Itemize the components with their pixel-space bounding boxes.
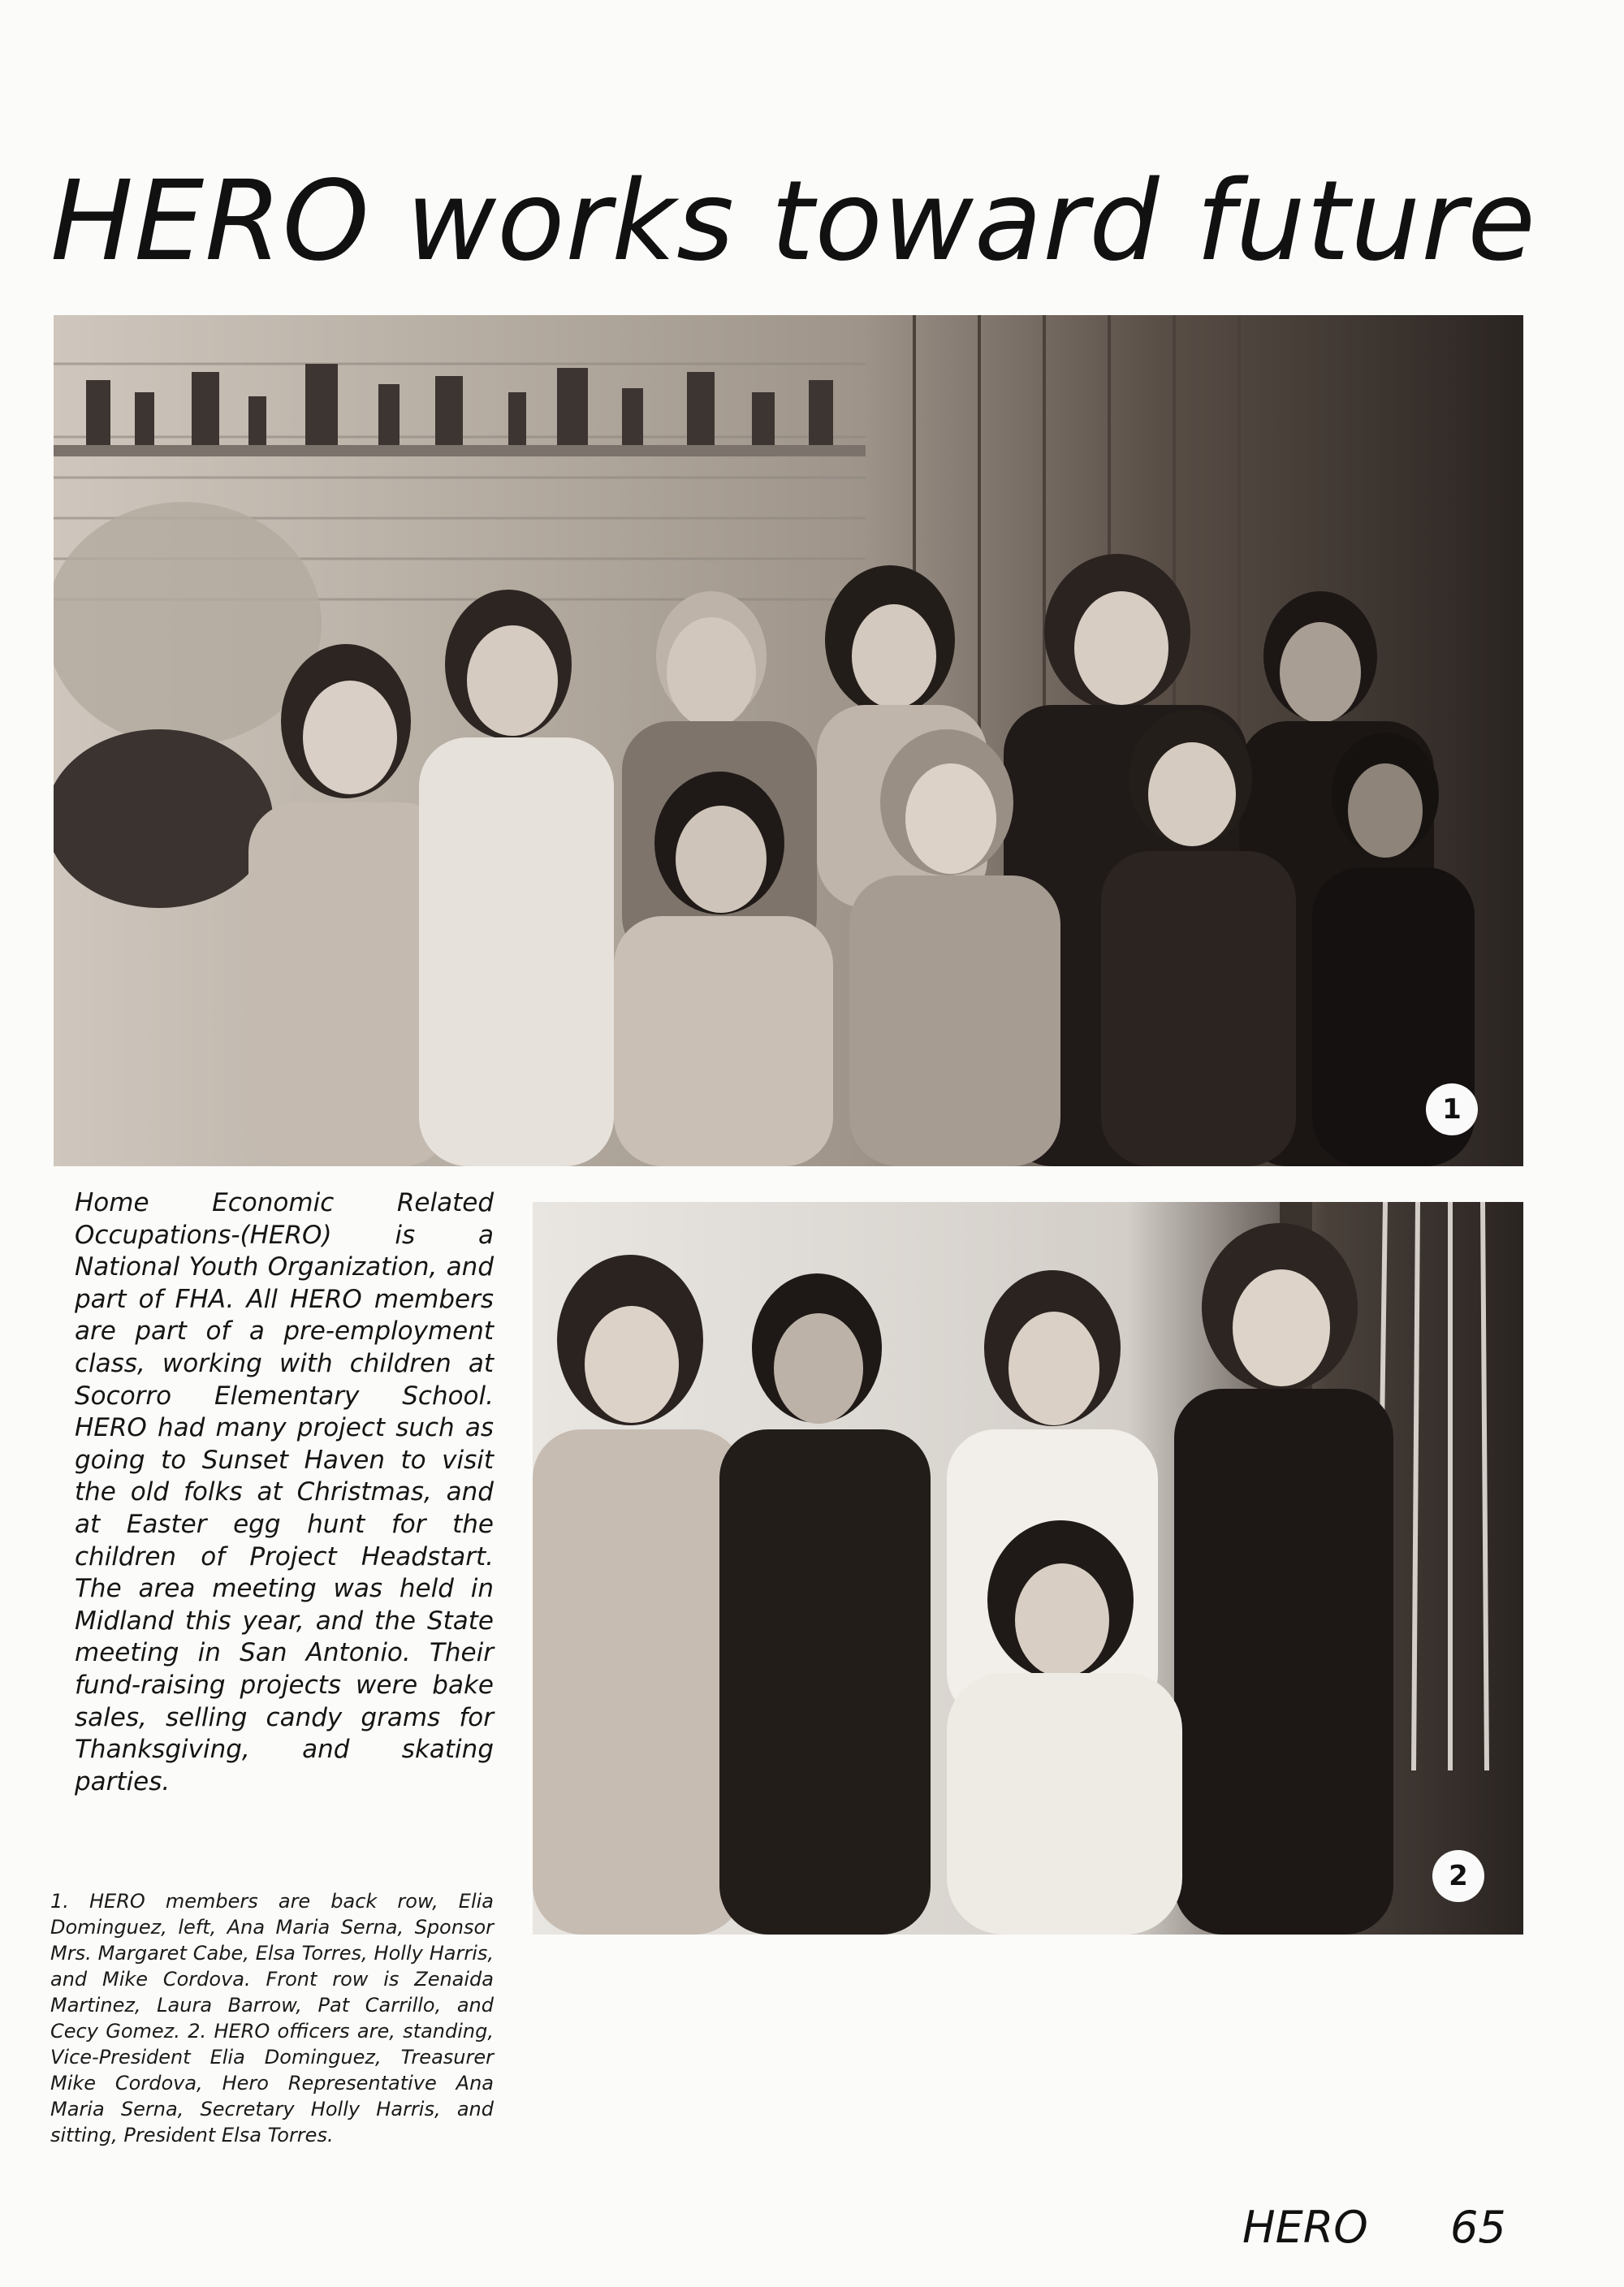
photo-number-badge: 2 [1432, 1850, 1484, 1902]
photo-number-badge: 1 [1426, 1083, 1478, 1135]
photo-caption: 1. HERO members are back row, Elia Dominguez, left, Ana Maria Serna, Sponsor Mrs. Margaret Cabe, Elsa Torres, Holly Harris, and Mike Cordova. Front row is Zenaida Martinez, Laura Barrow, Pat Carrillo, and Cecy Gomez. 2. HERO officers are, standing, Vice-President Elia Dominguez, Treasurer Mike Cordova, Hero Representative Ana Maria Serna, Secretary Holly Harris, and sitting, President Elsa Torres. [50, 1890, 494, 2146]
group-photo [54, 315, 1523, 1166]
page-title: HERO works toward future [50, 158, 1536, 286]
article-body: Home Economic Related Occupations-(HERO) is a National Youth Organization, and part of FHA. All HERO members are part of a pre-employment class, working with children at Socorro Elementary School. HERO had many project such as going to Sunset Haven to visit the old folks at Christmas, and at Easter egg hunt for the children of Project Headstart. The area meeting was held in Midland this year, and the State meeting in San Antonio. Their fund-raising projects were bake sales, selling candy grams for Thanksgiving, and skating parties. [75, 1188, 494, 1796]
footer-section-name: HERO [1242, 2202, 1368, 2253]
officers-photo [533, 1202, 1523, 1935]
page-number: 65 [1450, 2202, 1506, 2253]
